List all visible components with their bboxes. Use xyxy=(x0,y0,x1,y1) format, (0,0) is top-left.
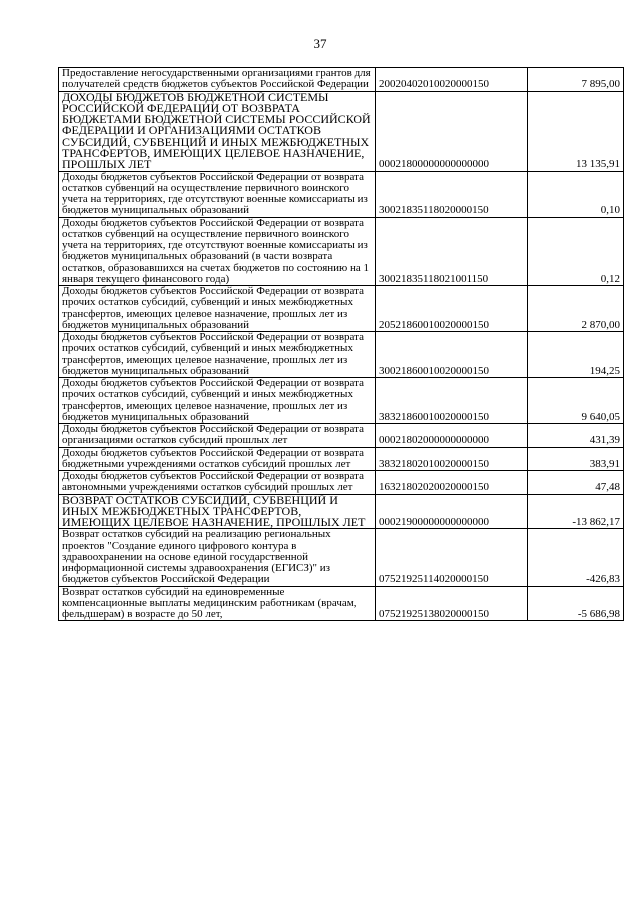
row-code: 07521925138020000150 xyxy=(376,586,528,621)
row-code: 30021860010020000150 xyxy=(376,332,528,378)
row-amount: 2 870,00 xyxy=(528,286,624,332)
row-name: Доходы бюджетов субъектов Российской Федерации от возврата остатков субвенций на осуществление первичного воинского учета на территориях, где отсутствуют военные комиссариаты из бюджетов муниципальных образований (в части возврата остатков, образовавшихся на счетах бюджетов по состоянию на 1 января текущего финансового года) xyxy=(59,217,376,286)
table-row xyxy=(59,332,624,378)
row-name: Доходы бюджетов субъектов Российской Федерации от возврата автономными учреждениями остатков субсидий прошлых лет xyxy=(59,471,376,495)
row-code: 16321802020020000150 xyxy=(376,471,528,495)
row-code: 30021835118020000150 xyxy=(376,171,528,217)
table-row xyxy=(59,471,624,495)
row-name: Возврат остатков субсидий на реализацию региональных проектов "Создание единого цифрового контура в здравоохранении на основе единой государственной информационной системы здравоохранения (ЕГИСЗ)" из бюджетов субъектов Российской Федерации xyxy=(59,529,376,586)
page-number: 37 xyxy=(313,36,327,51)
table-row xyxy=(59,494,624,529)
table-row xyxy=(59,378,624,424)
table-row xyxy=(59,586,624,621)
row-code: 00021802000000000000 xyxy=(376,424,528,448)
row-name: ДОХОДЫ БЮДЖЕТОВ БЮДЖЕТНОЙ СИСТЕМЫ РОССИЙСКОЙ ФЕДЕРАЦИИ ОТ ВОЗВРАТА БЮДЖЕТАМИ БЮДЖЕТНОЙ СИСТЕМЫ РОССИЙСКОЙ ФЕДЕРАЦИИ И ОРГАНИЗАЦИЯМИ ОСТАТКОВ СУБСИДИЙ, СУБВЕНЦИЙ И ИНЫХ МЕЖБЮДЖЕТНЫХ ТРАНСФЕРТОВ, ИМЕЮЩИХ ЦЕЛЕВОЕ НАЗНАЧЕНИЕ, ПРОШЛЫХ ЛЕТ xyxy=(59,91,376,171)
table-row xyxy=(59,171,624,217)
row-name: Доходы бюджетов субъектов Российской Федерации от возврата прочих остатков субсидий, субвенций и иных межбюджетных трансфертов, имеющих целевое назначение, прошлых лет из бюджетов муниципальных образований xyxy=(59,378,376,424)
row-name: ВОЗВРАТ ОСТАТКОВ СУБСИДИЙ, СУБВЕНЦИЙ И ИНЫХ МЕЖБЮДЖЕТНЫХ ТРАНСФЕРТОВ, ИМЕЮЩИХ ЦЕЛЕВОЕ НАЗНАЧЕНИЕ, ПРОШЛЫХ ЛЕТ xyxy=(59,494,376,529)
row-amount: -13 862,17 xyxy=(528,494,624,529)
table-row xyxy=(59,529,624,586)
row-amount: 13 135,91 xyxy=(528,91,624,171)
table-row xyxy=(59,286,624,332)
row-code: 38321860010020000150 xyxy=(376,378,528,424)
row-amount: 47,48 xyxy=(528,471,624,495)
row-amount: -5 686,98 xyxy=(528,586,624,621)
table-row xyxy=(59,68,624,92)
row-amount: 383,91 xyxy=(528,447,624,471)
row-code: 20521860010020000150 xyxy=(376,286,528,332)
table-row xyxy=(59,424,624,448)
budget-revenue-table xyxy=(58,67,624,621)
row-amount: 194,25 xyxy=(528,332,624,378)
row-amount: 0,10 xyxy=(528,171,624,217)
table-row xyxy=(59,447,624,471)
row-name: Доходы бюджетов субъектов Российской Федерации от возврата прочих остатков субсидий, субвенций и иных межбюджетных трансфертов, имеющих целевое назначение, прошлых лет из бюджетов муниципальных образований xyxy=(59,286,376,332)
row-name: Доходы бюджетов субъектов Российской Федерации от возврата бюджетными учреждениями остатков субсидий прошлых лет xyxy=(59,447,376,471)
row-name: Возврат остатков субсидий на единовременные компенсационные выплаты медицинским работникам (врачам, фельдшерам) в возрасте до 50 лет, xyxy=(59,586,376,621)
row-amount: 9 640,05 xyxy=(528,378,624,424)
row-name: Предоставление негосударственными организациями грантов для получателей средств бюджетов субъектов Российской Федерации xyxy=(59,68,376,92)
row-code: 00021900000000000000 xyxy=(376,494,528,529)
row-name: Доходы бюджетов субъектов Российской Федерации от возврата остатков субвенций на осуществление первичного воинского учета на территориях, где отсутствуют военные комиссариаты из бюджетов муниципальных образований xyxy=(59,171,376,217)
row-name: Доходы бюджетов субъектов Российской Федерации от возврата организациями остатков субсидий прошлых лет xyxy=(59,424,376,448)
row-amount: -426,83 xyxy=(528,529,624,586)
row-code: 38321802010020000150 xyxy=(376,447,528,471)
row-amount: 431,39 xyxy=(528,424,624,448)
row-amount: 7 895,00 xyxy=(528,68,624,92)
row-amount: 0,12 xyxy=(528,217,624,286)
row-code: 07521925114020000150 xyxy=(376,529,528,586)
row-name: Доходы бюджетов субъектов Российской Федерации от возврата прочих остатков субсидий, субвенций и иных межбюджетных трансфертов, имеющих целевое назначение, прошлых лет из бюджетов муниципальных образований xyxy=(59,332,376,378)
row-code: 20020402010020000150 xyxy=(376,68,528,92)
table-row xyxy=(59,91,624,171)
row-code: 30021835118021001150 xyxy=(376,217,528,286)
table-row xyxy=(59,217,624,286)
row-code: 00021800000000000000 xyxy=(376,91,528,171)
